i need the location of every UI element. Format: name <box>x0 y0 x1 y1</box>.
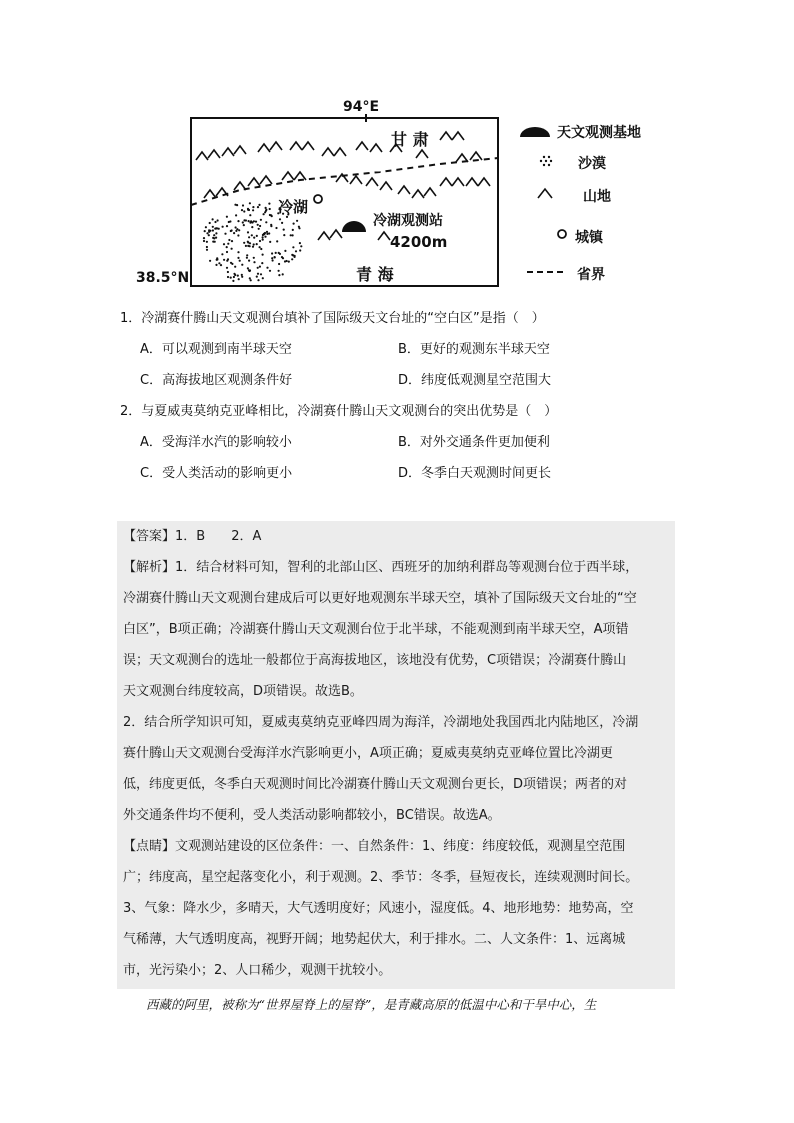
desert-dot <box>223 243 225 245</box>
answer-line: 广；纬度高，星空起落变化小，利于观测。2、季节：冬季，昼短夜长，连续观测时间长。 <box>123 870 639 885</box>
desert-dot <box>235 226 237 228</box>
answer-line: 天文观测台纬度较高，D项错误。故选B。 <box>123 684 363 699</box>
desert-dot <box>216 257 218 259</box>
desert-dot <box>258 228 260 230</box>
desert-dot <box>262 239 264 241</box>
question-2-option-d: D．冬季白天观测时间更长 <box>398 466 552 481</box>
desert-dot <box>237 275 239 277</box>
desert-dot <box>217 219 219 221</box>
desert-dot <box>241 274 243 276</box>
desert-dot <box>230 277 232 279</box>
desert-dot <box>237 234 239 236</box>
desert-dot <box>250 279 252 281</box>
answer-line: 赛什腾山天文观测台受海洋水汽影响更小，A项正确；夏威夷莫纳克亚峰位置比冷湖更 <box>123 746 613 761</box>
desert-dot <box>262 277 264 279</box>
desert-dot <box>292 229 294 231</box>
province-gansu-label: 甘 肃 <box>391 130 429 149</box>
answer-line: 误；天文观测台的选址一般都位于高海拔地区，该地没有优势，C项错误；冷湖赛什腾山 <box>123 653 627 668</box>
legend-observatory-label: 天文观测基地 <box>557 125 641 141</box>
desert-dot <box>257 224 259 226</box>
desert-dot <box>228 221 230 223</box>
desert-dot <box>212 241 214 243</box>
desert-dot <box>257 267 259 269</box>
desert-dot <box>292 246 294 248</box>
desert-dot <box>248 260 250 262</box>
desert-dot <box>236 204 238 206</box>
desert-dot <box>228 239 230 241</box>
desert-dot <box>220 264 222 266</box>
desert-dot <box>283 229 285 231</box>
desert-dot <box>284 250 286 252</box>
desert-dot <box>248 236 250 238</box>
desert-dot <box>299 249 301 251</box>
desert-dot <box>237 220 239 222</box>
desert-dot <box>274 256 276 258</box>
mountain-range <box>196 132 490 240</box>
desert-dot <box>256 243 258 245</box>
desert-dot <box>275 227 277 229</box>
desert-dot <box>241 264 243 266</box>
answer-line: 白区”，B项正确；冷湖赛什腾山天文观测台位于北半球，不能观测到南半球天空，A项错 <box>123 622 629 637</box>
answer-line: 【解析】1．结合材料可知，智利的北部山区、西班牙的加纳利群岛等观测台位于西半球， <box>123 560 639 575</box>
question-1-option-b: B．更好的观测东半球天空 <box>398 342 550 357</box>
desert-dot <box>249 222 251 224</box>
next-passage-line: 西藏的阿里，被称为“世界屋脊上的屋脊”，是青藏高原的低温中心和干旱中心，生 <box>146 997 597 1012</box>
desert-dot <box>291 254 293 256</box>
desert-dot <box>226 225 228 227</box>
desert-dot <box>253 243 255 245</box>
desert-dot <box>215 264 217 266</box>
desert-dot <box>259 240 261 242</box>
legend-desert-label: 沙漠 <box>578 156 606 172</box>
question-2-option-a: A．受海洋水汽的影响较小 <box>140 435 292 450</box>
desert-dot <box>249 214 251 216</box>
desert-dot <box>216 227 218 229</box>
longitude-label: 94°E <box>343 99 380 115</box>
desert-dot <box>290 234 292 236</box>
desert-dot <box>223 259 225 261</box>
desert-dot <box>224 233 226 235</box>
desert-dot <box>238 278 240 280</box>
desert-dot <box>269 208 271 210</box>
desert-dot <box>271 215 273 217</box>
desert-dot <box>214 221 216 223</box>
desert-dot <box>231 229 233 231</box>
desert-dot <box>205 226 207 228</box>
desert-dot <box>209 222 211 224</box>
desert-dot <box>259 246 261 248</box>
desert-dot <box>227 243 229 245</box>
desert-dot <box>264 232 266 234</box>
desert-dot <box>206 241 208 243</box>
desert-dot <box>226 251 228 253</box>
desert-dot <box>243 224 245 226</box>
desert-dot <box>247 241 249 243</box>
desert-dot <box>259 225 261 227</box>
answer-line: 2．结合所学知识可知，夏威夷莫纳克亚峰四周为海洋，冷湖地处我国西北内陆地区，冷湖 <box>123 715 639 730</box>
desert-dot <box>260 248 262 250</box>
legend-dome-icon <box>520 127 550 137</box>
desert-dot <box>227 258 229 260</box>
desert-dot <box>271 252 273 254</box>
desert-dot <box>266 231 268 233</box>
desert-dot <box>266 267 268 269</box>
desert-dot <box>246 254 248 256</box>
desert-dot <box>234 274 236 276</box>
answer-line: 气稀薄，大气透明度高，视野开阔；地势起伏大，利于排水。二、人文条件：1、远离城 <box>123 932 626 947</box>
desert-dot <box>212 218 214 220</box>
desert-dot <box>261 262 263 264</box>
question-2-option-c: C．受人类活动的影响更小 <box>140 466 293 481</box>
desert-dot <box>288 261 290 263</box>
desert-dot <box>249 277 251 279</box>
desert-dot <box>245 219 247 221</box>
desert-dot <box>270 225 272 227</box>
question-1-option-d: D．纬度低观测星空范围大 <box>398 373 552 388</box>
answer-line: 【答案】1．B 2．A <box>123 529 262 544</box>
question-1-option-c: C．高海拔地区观测条件好 <box>140 373 293 388</box>
desert-dot <box>249 242 251 244</box>
answer-line: 外交通条件均不便利，受人类活动影响都较小，BC错误。故选A。 <box>123 808 501 823</box>
desert-dot <box>215 232 217 234</box>
desert-dot <box>218 262 220 264</box>
legend-town-label: 城镇 <box>575 230 603 246</box>
answer-line: 市，光污染小；2、人口稀少，观测干扰较小。 <box>123 963 392 978</box>
desert-dot <box>226 267 228 269</box>
desert-dot <box>243 210 245 212</box>
desert-dot <box>247 245 249 247</box>
town-lenghu-label: 冷湖 <box>278 198 309 216</box>
desert-dot <box>251 221 253 223</box>
legend-dots-icon <box>540 156 552 166</box>
desert-dot <box>262 236 264 238</box>
desert-dot <box>253 237 255 239</box>
question-2-option-b: B．对外交通条件更加便利 <box>398 435 550 450</box>
desert-dot <box>209 260 211 262</box>
desert-dot <box>253 261 255 263</box>
desert-dot <box>278 274 280 276</box>
desert-dot <box>206 249 208 251</box>
desert-dot <box>208 234 210 236</box>
desert-dot <box>292 234 294 236</box>
desert-dot <box>269 241 271 243</box>
desert-dot <box>269 270 271 272</box>
desert-dot <box>298 226 300 228</box>
desert-dot <box>276 240 278 242</box>
desert-dot <box>251 234 253 236</box>
legend-boundary-label: 省界 <box>577 267 605 283</box>
desert-dot <box>266 233 268 235</box>
desert-dot <box>281 222 283 224</box>
desert-dot <box>246 257 248 259</box>
desert-dot <box>227 276 229 278</box>
map-frame <box>191 118 498 286</box>
desert-dot <box>260 219 262 221</box>
desert-dot <box>222 226 224 228</box>
desert-dot <box>227 271 229 273</box>
desert-dot <box>282 273 284 275</box>
desert-dot <box>206 232 208 234</box>
desert-dot <box>258 204 260 206</box>
town-icon <box>314 195 322 203</box>
desert-dot <box>263 213 265 215</box>
desert-dot <box>208 229 210 231</box>
desert-dot <box>255 221 257 223</box>
question-2-stem: 2．与夏威夷莫纳克亚峰相比，冷湖赛什腾山天文观测台的突出优势是（ ） <box>120 404 558 419</box>
desert-dot <box>237 257 239 259</box>
desert-dot <box>234 266 236 268</box>
legend-mountain-icon <box>538 189 552 198</box>
desert-dot <box>279 218 281 220</box>
desert-dot <box>294 256 296 258</box>
desert-dot <box>247 209 249 211</box>
province-boundary <box>191 158 498 205</box>
desert-dot <box>295 250 297 252</box>
desert-dot <box>221 253 223 255</box>
desert-dot <box>203 237 205 239</box>
legend-town-icon <box>558 230 566 238</box>
desert-dot <box>281 256 283 258</box>
desert-dot <box>226 246 228 248</box>
desert-dot <box>242 221 244 223</box>
desert-dot <box>293 223 295 225</box>
province-qinghai-label: 青 海 <box>356 265 394 284</box>
desert-dot <box>242 204 244 206</box>
desert-dot <box>268 203 270 205</box>
latitude-label: 38.5°N <box>136 270 190 286</box>
desert-dot <box>284 260 286 262</box>
desert-dot <box>235 214 237 216</box>
desert-dot <box>212 229 214 231</box>
desert-dot <box>260 273 262 275</box>
desert-dot <box>241 209 243 211</box>
desert-dot <box>271 257 273 259</box>
desert-dot <box>213 234 215 236</box>
answer-line: 3、气象：降水少，多晴天，大气透明度好；风速小，湿度低。4、地形地势：地势高，空 <box>123 901 634 916</box>
desert-dot <box>264 236 266 238</box>
desert-dot <box>231 240 233 242</box>
question-1-option-a: A．可以观测到南半球天空 <box>140 342 292 357</box>
desert-dot <box>243 242 245 244</box>
desert-dot <box>251 226 253 228</box>
legend-mountain-label: 山地 <box>583 189 611 205</box>
desert-dot <box>296 220 298 222</box>
desert-dot <box>299 242 301 244</box>
desert-dot <box>247 267 249 269</box>
desert-dot <box>264 211 266 213</box>
desert-dot <box>233 276 235 278</box>
desert-dot <box>236 228 238 230</box>
desert-dot <box>241 276 243 278</box>
desert-dot <box>232 280 234 282</box>
desert-dot <box>265 221 267 223</box>
desert-dot <box>256 276 258 278</box>
desert-dot <box>262 254 264 256</box>
desert-dot <box>256 235 258 237</box>
desert-dot <box>204 230 206 232</box>
desert-dot <box>233 232 235 234</box>
desert-dot <box>278 263 280 265</box>
station-name-label: 冷湖观测站 <box>373 213 443 229</box>
desert-dot <box>237 251 239 253</box>
desert-dot <box>252 246 254 248</box>
observatory-dome-icon <box>342 221 366 232</box>
question-1-stem: 1．冷湖赛什腾山天文观测台填补了国际级天文台址的“空白区”是指（ ） <box>120 311 545 326</box>
desert-dot <box>291 258 293 260</box>
desert-dot <box>253 257 255 259</box>
map-figure <box>0 0 794 300</box>
desert-dot <box>265 207 267 209</box>
desert-dot <box>252 206 254 208</box>
answer-line: 冷湖赛什腾山天文观测台建成后可以更好地观测东半球天空，填补了国际级天文台址的“空 <box>123 591 637 606</box>
desert-dot <box>230 262 232 264</box>
desert-dot <box>259 266 261 268</box>
desert-dot <box>212 226 214 228</box>
desert-dot <box>300 245 302 247</box>
answer-line: 【点睛】文观测站建设的区位条件：一、自然条件：1、纬度：纬度较低，观测星空范围 <box>123 839 626 854</box>
desert-dot <box>231 248 233 250</box>
desert-dot <box>278 270 280 272</box>
station-altitude-label: 4200m <box>390 233 448 251</box>
desert-dot <box>257 273 259 275</box>
desert-dot <box>239 260 241 262</box>
desert-dot <box>272 259 274 261</box>
answer-line: 低，纬度更低，冬季白天观测时间比冷湖赛什腾山天文观测台更长，D项错误；两者的对 <box>123 777 628 792</box>
desert-dot <box>257 279 259 281</box>
desert-dot <box>245 245 247 247</box>
desert-dot <box>275 252 277 254</box>
desert-dot <box>257 206 259 208</box>
desert-dot <box>248 220 250 222</box>
desert-dot <box>247 231 249 233</box>
desert-dot <box>206 246 208 248</box>
desert-dot <box>203 240 205 242</box>
desert-dot <box>278 252 280 254</box>
desert-dot <box>249 202 251 204</box>
desert-dot <box>249 269 251 271</box>
desert-dot <box>212 237 214 239</box>
desert-dot <box>226 216 228 218</box>
desert-dot <box>252 209 254 211</box>
desert-dot <box>283 234 285 236</box>
